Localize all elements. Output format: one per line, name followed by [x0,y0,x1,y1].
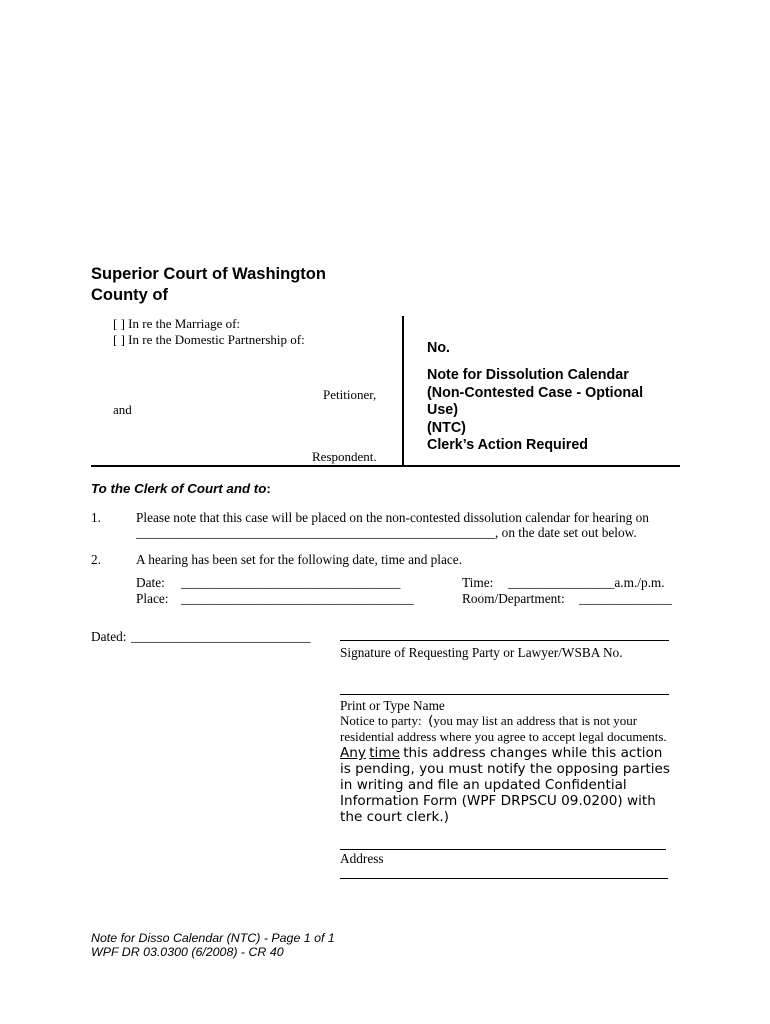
addressee-text: To the Clerk of Court and to [91,481,267,496]
item-1-text: Please note that this case will be placed on the non-contested dissolution calendar for hearing on [136,510,649,525]
footer-page-info: Note for Disso Calendar (NTC) - Page 1 of 1 [91,931,335,945]
notice-time: time [369,745,400,761]
dated-label: Dated: [91,629,127,644]
hearing-date-field[interactable]: ______________________________________________________, on the date set out below. [136,525,637,540]
notice-prefix: Notice to party: [340,713,422,728]
domestic-partnership-checkbox-option[interactable]: [ ] In re the Domestic Partnership of: [113,332,305,347]
item-2-text: A hearing has been set for the following date, time and place. [136,552,463,567]
time-field[interactable]: ________________a.m./p.m. [508,575,665,590]
time-label: Time: [462,575,494,590]
item-1-number: 1. [91,510,101,525]
court-heading [91,264,326,306]
signature-label: Signature of Requesting Party or Lawyer/WSBA No. [340,645,623,660]
footer-form-number: WPF DR 03.0300 (6/2008) - CR 40 [91,945,284,959]
county-label: County of [91,286,168,304]
address-line-1[interactable] [340,849,666,850]
notice-rest: this address changes while this action is pending, you must notify the opposing parties in writing and file an updated Confidential Information Form (WPF DRPSCU 09.0200) with the court clerk.) [340,745,670,825]
document-title-line: Clerk’s Action Required [427,437,589,453]
marriage-checkbox-option[interactable]: [ ] In re the Marriage of: [113,316,241,331]
caption-vertical-divider [402,316,404,466]
document-title-line: Use) [427,402,458,418]
date-label: Date: [136,575,165,590]
print-name-label: Print or Type Name [340,698,445,713]
address-line-2[interactable] [340,878,668,879]
caption-bottom-rule [91,465,680,467]
address-label: Address [340,851,384,866]
court-name: Superior Court of Washington [91,265,326,283]
notice-serif-text: you may list an address that is not your residential address where you agree to accept legal documents. [340,713,667,744]
respondent-label: Respondent. [312,449,377,464]
place-field[interactable]: ___________________________________ [181,591,414,606]
date-field[interactable]: _________________________________ [181,575,401,590]
item-2-number: 2. [91,552,101,567]
signature-line[interactable] [340,640,669,641]
and-label: and [113,402,132,417]
document-title-line: (Non-Contested Case - Optional [427,384,644,401]
addressee-heading [91,481,271,496]
room-field[interactable]: ______________ [579,591,673,606]
document-title-line: (NTC) [427,419,466,436]
notice-paren: ( [428,713,434,729]
case-number-label: No. [427,340,451,356]
addressee-colon: : [266,481,271,496]
dated-field[interactable]: ___________________________ [131,629,311,644]
document-title [427,367,677,455]
room-label: Room/Department: [462,591,565,606]
print-name-line[interactable] [340,694,669,695]
notice-to-party [340,713,672,825]
document-title-line: Note for Dissolution Calendar [427,367,629,383]
notice-any: Any [340,745,366,761]
petitioner-label: Petitioner, [323,387,377,402]
place-label: Place: [136,591,169,606]
